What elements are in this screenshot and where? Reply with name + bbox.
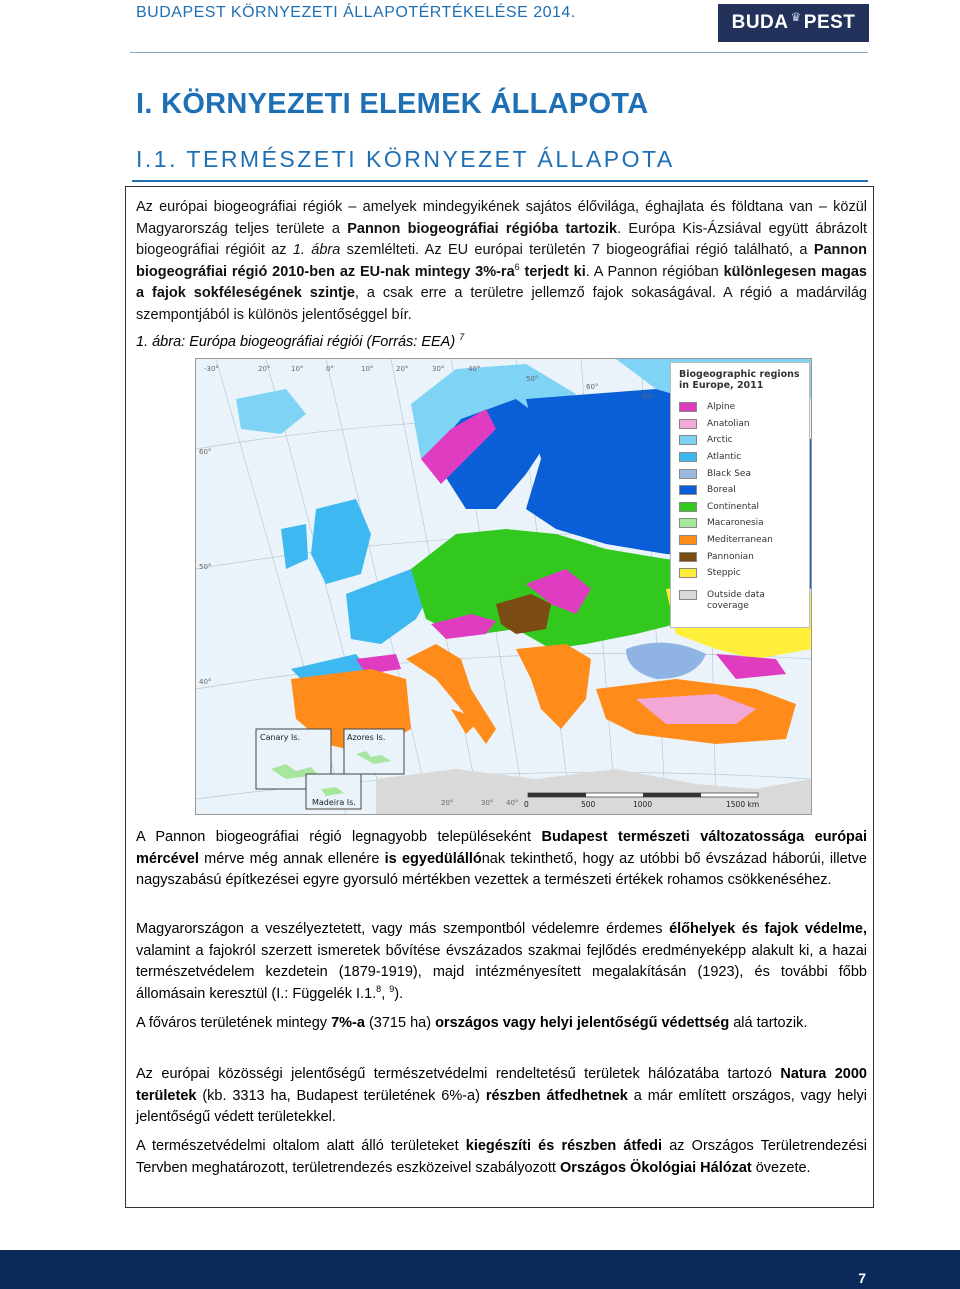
legend-item-continental xyxy=(679,499,801,516)
legend-item-anatolian xyxy=(679,416,801,433)
grid-label: 60° xyxy=(199,448,212,456)
legend-label: Mediterranean xyxy=(707,535,773,546)
legend-swatch xyxy=(679,502,697,512)
legend-item-macaronesia xyxy=(679,515,801,532)
grid-label: 20° xyxy=(258,365,271,373)
grid-label: 40° xyxy=(199,678,212,686)
header-divider xyxy=(130,52,868,53)
logo-text-left: BUDA xyxy=(731,12,789,33)
figure-caption: 1. ábra: Európa biogeográfiai régiói (Forrás: EEA) $^7$ xyxy=(136,332,465,350)
grid-label: 60° xyxy=(586,383,599,391)
legend-label: Steppic xyxy=(707,568,741,579)
legend-label: Alpine xyxy=(707,402,736,413)
legend-label: Black Sea xyxy=(707,468,751,479)
running-header: BUDAPEST KÖRNYEZETI ÁLLAPOTÉRTÉKELÉSE 2014. xyxy=(136,4,576,21)
section-divider xyxy=(132,180,868,182)
legend-item-atlantic xyxy=(679,449,801,466)
legend-item-mediterranean xyxy=(679,532,801,549)
paragraph-protection-history: Magyarországon a veszélyeztetett, vagy más szempontból védelemre érdemes élőhelyek és fajok védelme, valamint a fajokról szerzett ismeretek bővítése évszázados szakmai fejlődés eredményeképp alakult ki, a hazai természetvédelem kezdetein (1879-1919), majd intézményesített megalakításán (1923), és további főbb állomásain keresztül (I.: Függelék I.1.$^8$, $^9$). xyxy=(136,921,867,1002)
grid-label: 10° xyxy=(291,365,304,373)
grid-label: 20° xyxy=(396,365,409,373)
legend-item-pannonian xyxy=(679,548,801,565)
budapest-logo xyxy=(718,4,869,42)
legend-swatch xyxy=(679,568,697,578)
scale-label: 500 xyxy=(581,800,596,809)
paragraph-ecological-network: A természetvédelmi oltalom alatt álló területeket kiegészíti és részben átfedi az Országos Területrendezési Tervben meghatározott, területrendezés eszközeivel szabályozott Országos Ökológiai Hálózat övezete. xyxy=(136,1138,867,1176)
legend-item-outside: Outside data coverage xyxy=(679,590,801,614)
scale-label: 1500 km xyxy=(726,800,760,809)
madeira-label: Madeira Is. xyxy=(312,798,356,807)
legend-item-boreal xyxy=(679,482,801,499)
legend-swatch xyxy=(679,402,697,412)
legend-swatch xyxy=(679,485,697,495)
grid-label: 50° xyxy=(199,563,212,571)
crown-icon: ♛ xyxy=(790,10,802,24)
grid-label: 50° xyxy=(526,375,539,383)
legend-swatch xyxy=(679,590,697,600)
scale-label: 1000 xyxy=(633,800,653,809)
map-legend xyxy=(670,362,810,628)
legend-label: Anatolian xyxy=(707,418,750,429)
legend-item-alpine xyxy=(679,399,801,416)
section-heading: I.1. TERMÉSZETI KÖRNYEZET ÁLLAPOTA xyxy=(136,146,675,172)
grid-label: -30° xyxy=(204,365,219,373)
legend-swatch xyxy=(679,552,697,562)
intro-paragraph: Az európai biogeográfiai régiók – amelyek mindegyikének sajátos élővilága, éghajlata és földtana van – közül Magyarország teljes területe a Pannon biogeográfiai régióba tartozik. Európa Kis-Ázsiával együtt ábrázolt biogeográfiai régióit az 1. ábra szemlélteti. Az EU európai területén 7 biogeográfiai régió található, a Pannon biogeográfiai régió 2010-ben az EU-nak mintegy $3\%-ra^6$ terjedt ki. A Pannon régióban különlegesen magas a fajok sokféleségének szintje, a csak erre a területre jellemző fajok sokaságával. A régió a madárvilág szempontjából is különös jelentőséggel bír. xyxy=(136,199,868,323)
page-number: 7 xyxy=(858,1270,866,1286)
legend-swatch xyxy=(679,435,697,445)
grid-label: 40° xyxy=(468,365,481,373)
paragraph-budapest-diversity: A Pannon biogeográfiai régió legnagyobb településeként Budapest természeti változatossága európai mércével mérve még annak ellenére is egyedülállónak tekinthető, hogy az utóbbi bő évszázad háborúi, illetve nagyszabású építkezései egyre gyorsuló mértékben vezettek a természeti értékek rohamos csökkenéséhez. xyxy=(136,829,867,888)
legend-item-steppic xyxy=(679,565,801,582)
grid-label: 40° xyxy=(506,799,519,807)
legend-item-black-sea xyxy=(679,465,801,482)
legend-label: Boreal xyxy=(707,485,736,496)
legend-swatch xyxy=(679,452,697,462)
grid-label: 70° xyxy=(641,393,654,401)
grid-label: 10° xyxy=(361,365,374,373)
legend-label: Continental xyxy=(707,501,760,512)
footer-bar xyxy=(0,1250,960,1289)
legend-label: Macaronesia xyxy=(707,518,764,529)
grid-label: 20° xyxy=(441,799,454,807)
legend-title: Biogeographic regions in Europe, 2011 xyxy=(679,369,800,391)
legend-swatch xyxy=(679,469,697,479)
legend-item-arctic xyxy=(679,432,801,449)
chapter-heading: I. KÖRNYEZETI ELEMEK ÁLLAPOTA xyxy=(136,88,649,120)
legend-label: Atlantic xyxy=(707,452,742,463)
legend-label: Arctic xyxy=(707,435,733,446)
legend-swatch xyxy=(679,518,697,528)
grid-label: 30° xyxy=(481,799,494,807)
logo-text-right: PEST xyxy=(803,12,856,33)
legend-label: Pannonian xyxy=(707,551,754,562)
paragraph-natura2000: Az európai közösségi jelentőségű természetvédelmi rendeltetésű területek hálózatába tartozó Natura 2000 területek (kb. 3313 ha, Budapest területének 6%-a) részben átfedhetnek a már említett országos, vagy helyi jelentőségű védett területekkel. xyxy=(136,1066,867,1125)
grid-label: 30° xyxy=(432,365,445,373)
legend-swatch xyxy=(679,535,697,545)
grid-label: 0° xyxy=(326,365,334,373)
legend-swatch xyxy=(679,419,697,429)
scale-label: 0 xyxy=(524,800,529,809)
paragraph-protected-area: A főváros területének mintegy 7%-a (3715 ha) országos vagy helyi jelentőségű védettség alá tartozik. xyxy=(136,1015,808,1031)
azores-label: Azores Is. xyxy=(347,733,386,742)
canary-label: Canary Is. xyxy=(260,733,301,742)
